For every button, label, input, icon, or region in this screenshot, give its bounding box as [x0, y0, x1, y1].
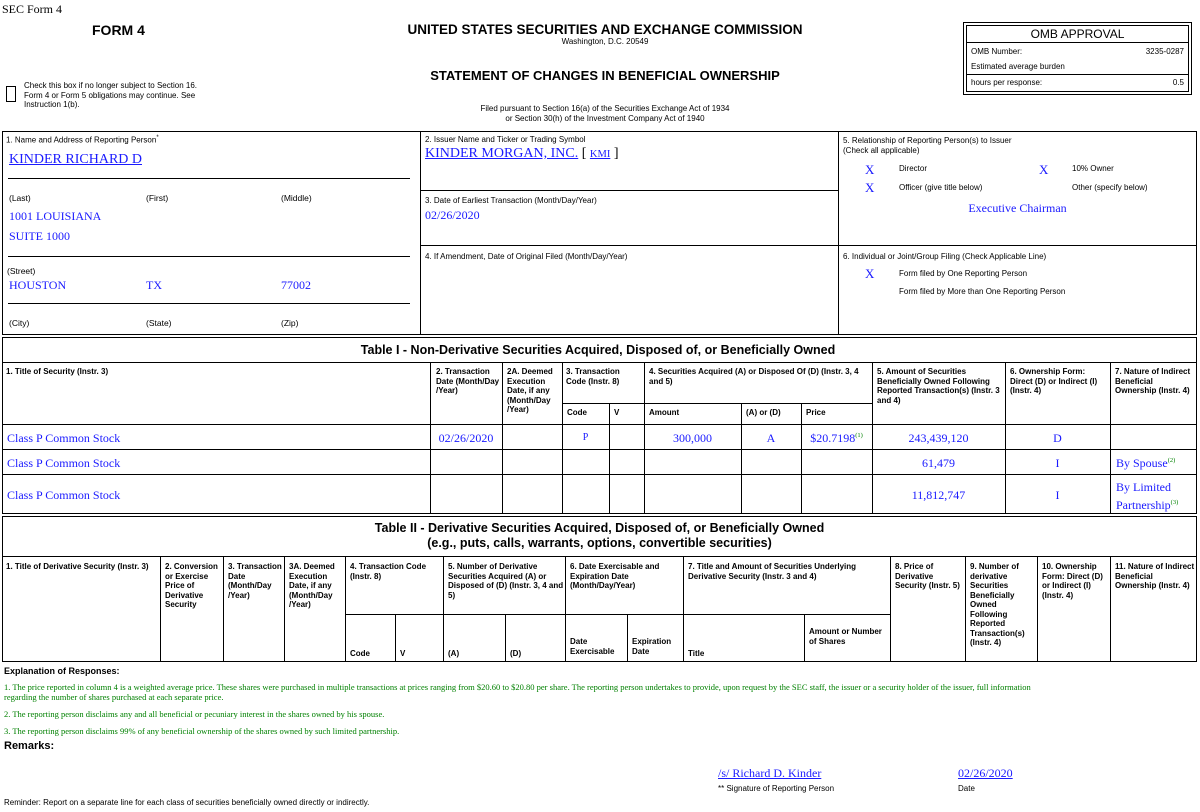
t2-header-form: 10. Ownership Form: Direct (D) or Indirect (I) (Instr. 4): [1042, 562, 1103, 600]
row-amount: 300,000: [673, 431, 712, 445]
one-person-x-mark: X: [865, 266, 875, 281]
t2-subheader-expiration: Expiration Date: [632, 637, 672, 656]
omb-title: OMB APPROVAL: [967, 26, 1188, 43]
table-1-title: Table I - Non-Derivative Securities Acquired, Disposed of, or Beneficially Owned: [360, 343, 836, 357]
footnote-1: [4, 682, 1194, 702]
city-label: (City): [9, 318, 30, 328]
officer-title: Executive Chairman: [968, 201, 1067, 215]
t1-subheader-v: V: [614, 408, 620, 417]
reporting-person-name-link[interactable]: KINDER RICHARD D: [9, 152, 142, 167]
omb-number-label: OMB Number:: [971, 47, 1023, 56]
t1-header-owned: 5. Amount of Securities Beneficially Owned Following Reported Transaction(s) (Instr. 3 and 4): [877, 367, 1000, 405]
row-nature-text: By Spouse: [1116, 456, 1168, 470]
agency-location: Washington, D.C. 20549: [561, 37, 649, 46]
relationship-label: [843, 136, 1012, 156]
ten-pct-x-mark: X: [1039, 162, 1049, 177]
ticker-link[interactable]: KMI: [589, 149, 611, 160]
checkbox-text-line3: Instruction 1(b).: [24, 100, 80, 109]
omb-hours-label: hours per response:: [971, 78, 1043, 87]
t1-header-form: 6. Ownership Form: Direct (D) or Indirect (I) (Instr. 4): [1010, 367, 1098, 395]
signature-date-link[interactable]: 02/26/2020: [958, 766, 1013, 780]
explanation-label: Explanation of Responses:: [4, 666, 120, 676]
officer-label: Officer (give title below): [899, 183, 983, 192]
t1-subheader-amount: Amount: [649, 408, 680, 417]
omb-approval-box: [963, 22, 1192, 95]
relationship-label-line2: (Check all applicable): [843, 146, 920, 155]
checkbox-text-line2: Form 4 or Form 5 obligations may continue. See: [24, 90, 196, 100]
filing-more-persons: Form filed by More than One Reporting Person: [899, 287, 1066, 296]
sec-form-label: SEC Form 4: [2, 2, 63, 16]
row-price: [801, 431, 872, 446]
t2-header-conversion: 2. Conversion or Exercise Price of Derivative Security: [165, 562, 218, 609]
t2-subheader-amount: Amount or Number of Shares: [809, 627, 882, 646]
row-owned: 61,479: [922, 456, 955, 470]
city-value: HOUSTON: [9, 278, 67, 292]
row-security-title: Class P Common Stock: [7, 431, 121, 445]
earliest-transaction-date: 02/26/2020: [425, 208, 480, 222]
row-price-value: $20.7198: [810, 431, 856, 445]
earliest-transaction-label: 3. Date of Earliest Transaction (Month/Day/Year): [425, 196, 597, 205]
issuer-label: 2. Issuer Name and Ticker or Trading Symbol: [425, 135, 586, 144]
t1-header-date: 2. Transaction Date (Month/Day /Year): [436, 367, 500, 395]
t2-header-owned: 9. Number of derivative Securities Beneficially Owned Following Reported Transaction(s) (Instr. 4): [970, 562, 1025, 647]
footnote-1-line2: regarding the number of shares purchased at each separate price.: [4, 692, 224, 702]
address-line2: SUITE 1000: [9, 229, 70, 243]
zip-label: (Zip): [281, 318, 299, 328]
t1-header-nature: 7. Nature of Indirect Beneficial Ownership (Instr. 4): [1115, 367, 1191, 395]
t1-header-deemed: 2A. Deemed Execution Date, if any (Month/Day /Year): [507, 367, 553, 414]
row-owned: 11,812,747: [911, 488, 966, 502]
signature-date-label: Date: [958, 784, 975, 793]
t2-subheader-exercisable: Date Exercisable: [570, 637, 615, 656]
first-label: (First): [146, 193, 169, 203]
row-nature: [1116, 456, 1175, 471]
t1-subheader-aord: (A) or (D): [746, 408, 781, 417]
reporting-person-label: 1. Name and Address of Reporting Person*: [6, 135, 159, 145]
row-nature-text: By Limited: [1116, 480, 1171, 494]
zip-value: 77002: [281, 278, 311, 292]
row-code: P: [582, 432, 589, 443]
reminder-text: Reminder: Report on a separate line for each class of securities beneficially owned directly or indirectly.: [4, 798, 370, 807]
t1-header-securities: 4. Securities Acquired (A) or Disposed Of (D) (Instr. 3, 4 and 5): [649, 367, 859, 386]
ticker-bracket-close: ]: [613, 146, 619, 161]
remarks-label: Remarks:: [4, 740, 55, 752]
officer-x-mark: X: [865, 180, 875, 195]
checkbox-text: [24, 81, 197, 110]
relationship-label-line1: 5. Relationship of Reporting Person(s) to Issuer: [843, 136, 1012, 145]
table-2-title-line1: Table II - Derivative Securities Acquired, Disposed of, or Beneficially Owned: [374, 521, 825, 535]
footnote-2: 2. The reporting person disclaims any and all beneficial or pecuniary interest in the shares owned by his spouse.: [4, 709, 385, 719]
omb-hours-value: 0.5: [1172, 78, 1184, 87]
filed-pursuant-line2: or Section 30(h) of the Investment Company Act of 1940: [505, 113, 705, 123]
row-nature-text-2: Partnership: [1116, 498, 1171, 512]
t2-subheader-title: Title: [688, 649, 705, 658]
t2-header-exercisable: 6. Date Exercisable and Expiration Date (Month/Day/Year): [570, 562, 660, 590]
t2-header-nature: 11. Nature of Indirect Beneficial Ownership (Instr. 4): [1115, 562, 1195, 590]
t2-subheader-v: V: [400, 649, 406, 658]
t2-header-date: 3. Transaction Date (Month/Day /Year): [228, 562, 282, 600]
t2-subheader-d: (D): [510, 649, 522, 658]
table-2-title: [2, 521, 1197, 551]
other-label: Other (specify below): [1072, 183, 1148, 192]
address-line1: 1001 LOUISIANA: [9, 209, 102, 223]
footnote-1-line1: 1. The price reported in column 4 is a weighted average price. These shares were purchased in multiple transactions at prices ranging from $20.60 to $20.80 per share. The reporting person undertakes to provide, upon request by the SEC staff, the issuer or a security holder of the issuer, full information: [4, 682, 1031, 692]
t1-header-title: 1. Title of Security (Instr. 3): [6, 367, 109, 376]
t2-header-price: 8. Price of Derivative Security (Instr. 5): [895, 562, 960, 590]
table-row: [2, 450, 1197, 474]
omb-number-value: 3235-0287: [1145, 47, 1184, 56]
nature-footnote-link[interactable]: (2): [1167, 457, 1176, 464]
row-transaction-date: 02/26/2020: [438, 431, 494, 445]
t1-header-code: 3. Transaction Code (Instr. 8): [566, 367, 620, 386]
row-security-title: Class P Common Stock: [7, 456, 121, 470]
table-2-title-line2: (e.g., puts, calls, warrants, options, convertible securities): [427, 536, 772, 550]
middle-label: (Middle): [281, 193, 312, 203]
t2-subheader-a: (A): [448, 649, 460, 658]
omb-burden-label: Estimated average burden: [971, 62, 1065, 71]
t2-header-underlying: 7. Title and Amount of Securities Underlying Derivative Security (Instr. 3 and 4): [688, 562, 857, 581]
issuer-name-link[interactable]: KINDER MORGAN, INC.: [425, 146, 579, 161]
row-ownership-form: D: [1053, 431, 1062, 445]
t1-subheader-code: Code: [567, 408, 587, 417]
table-row: [2, 475, 1197, 514]
director-label: Director: [899, 164, 928, 173]
statement-title: STATEMENT OF CHANGES IN BENEFICIAL OWNERSHIP: [430, 68, 780, 83]
nature-footnote-link[interactable]: (3): [1170, 499, 1179, 506]
filed-pursuant-line1: Filed pursuant to Section 16(a) of the Securities Exchange Act of 1934: [480, 104, 730, 113]
row-security-title: Class P Common Stock: [7, 488, 121, 502]
agency-header: [330, 22, 880, 46]
footnote-3: 3. The reporting person disclaims 99% of any beneficial ownership of the shares owned by such limited partnership.: [4, 726, 400, 736]
row-ownership-form: I: [1055, 456, 1060, 470]
row-owned: 243,439,120: [908, 431, 969, 445]
row-nature: [1116, 480, 1178, 513]
agency-name: UNITED STATES SECURITIES AND EXCHANGE COMMISSION: [407, 22, 803, 37]
director-x-mark: X: [865, 162, 875, 177]
checkbox-text-line1: Check this box if no longer subject to Section 16.: [24, 81, 197, 90]
form-label: FORM 4: [92, 22, 145, 38]
street-label: (Street): [7, 266, 36, 276]
t2-subheader-code: Code: [350, 649, 370, 658]
t2-header-deemed: 3A. Deemed Execution Date, if any (Month/Day /Year): [289, 562, 335, 609]
table-row: [2, 425, 1197, 449]
filing-one-person: Form filed by One Reporting Person: [899, 269, 1028, 278]
row-aord: A: [766, 431, 776, 445]
t2-header-code: 4. Transaction Code (Instr. 8): [350, 562, 427, 581]
amendment-label: 4. If Amendment, Date of Original Filed (Month/Day/Year): [425, 252, 628, 261]
t2-header-title: 1. Title of Derivative Security (Instr. 3): [6, 562, 149, 571]
ten-pct-owner-label: 10% Owner: [1072, 164, 1114, 173]
price-footnote-link[interactable]: (1): [855, 432, 863, 439]
state-label: (State): [146, 318, 172, 328]
issuer-line: [425, 146, 619, 162]
signature-label: ** Signature of Reporting Person: [718, 784, 835, 793]
last-label: (Last): [9, 193, 31, 203]
state-value: TX: [146, 278, 162, 292]
ticker-bracket-open: [: [581, 146, 587, 161]
filing-label: 6. Individual or Joint/Group Filing (Check Applicable Line): [843, 252, 1047, 261]
t2-header-number: 5. Number of Derivative Securities Acquired (A) or Disposed of (D) (Instr. 3, 4 and 5): [448, 562, 564, 600]
filed-pursuant: [330, 104, 880, 123]
no-longer-subject-checkbox[interactable]: [6, 86, 16, 102]
t1-subheader-price: Price: [806, 408, 826, 417]
row-ownership-form: I: [1055, 488, 1060, 502]
signature-link[interactable]: /s/ Richard D. Kinder: [718, 766, 822, 780]
